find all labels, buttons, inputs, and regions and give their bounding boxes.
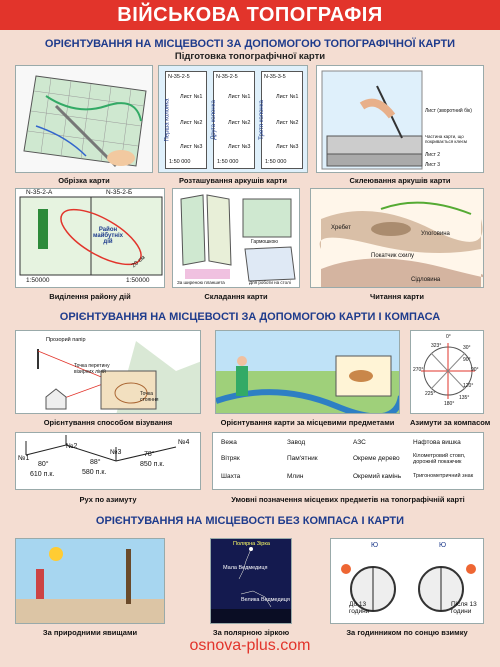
azimuth-value-9: 120° bbox=[463, 383, 474, 389]
route-panel bbox=[15, 432, 201, 490]
glue-sheets-illustration bbox=[316, 65, 484, 173]
column-1-sheet-1: Лист №1 bbox=[180, 94, 203, 100]
column-3-sheet-3: Лист №3 bbox=[276, 144, 299, 150]
title-banner bbox=[0, 0, 500, 30]
azimuth-value-2: 0° bbox=[446, 334, 451, 340]
fold-label-1: Гармошкою bbox=[251, 239, 278, 245]
route-point-3: №3 bbox=[110, 449, 122, 456]
star-label-polaris: Полярна Зірка bbox=[233, 541, 270, 547]
caption-sighting: Орієнтування способом візування bbox=[43, 418, 173, 427]
caption-trim: Обрізка карти bbox=[58, 176, 110, 185]
column-2-name: Друга колонка bbox=[210, 100, 217, 140]
star-map-drawing bbox=[211, 539, 292, 624]
area-distance: 20 см bbox=[130, 254, 147, 270]
action-area-panel bbox=[15, 188, 165, 288]
sighting-label-intersection: Точка перетину візирних ліній bbox=[74, 363, 110, 375]
clock-label-after: Після 13 години bbox=[451, 601, 477, 615]
column-2-sheet-3: Лист №3 bbox=[228, 144, 251, 150]
column-1-code: N-35-2-5 bbox=[168, 74, 190, 80]
caption-area: Виділення району дій bbox=[49, 292, 131, 301]
caption-objects: Орієнтування карти за місцевими предметами bbox=[220, 418, 395, 427]
column-2 bbox=[210, 71, 255, 169]
area-scale-2: 1:50000 bbox=[126, 277, 150, 284]
sheet-layout-panel bbox=[158, 65, 308, 173]
read-label-ridge: Хребет bbox=[331, 225, 351, 231]
area-scale-1: 1:50000 bbox=[26, 277, 50, 284]
column-1-scale: 1:50 000 bbox=[169, 159, 191, 165]
clock-north-mark-1: Ю bbox=[371, 542, 379, 549]
trim-map-drawing bbox=[16, 66, 153, 173]
column-3 bbox=[258, 71, 303, 169]
azimuth-value-3: 30° bbox=[463, 345, 471, 351]
column-1-sheet-3: Лист №3 bbox=[180, 144, 203, 150]
caption-fold: Складання карти bbox=[204, 292, 268, 301]
trim-map-illustration bbox=[15, 65, 153, 173]
sighting-label-paper: Прозорий папір bbox=[46, 337, 86, 343]
objects-orientation-panel bbox=[215, 330, 400, 414]
glue-label-2: Частина карти, що покривається клеєм bbox=[425, 134, 467, 144]
sighting-label-standpoint: Точка стояння bbox=[140, 391, 159, 403]
area-label: Район майбутніх дій bbox=[93, 227, 123, 245]
azimuth-value-10: 135° bbox=[459, 395, 470, 401]
glue-label-3: Лист 2 bbox=[425, 152, 441, 158]
column-3-sheet-2: Лист №2 bbox=[276, 120, 299, 126]
read-label-saddle: Сідловина bbox=[411, 277, 441, 283]
glue-drawing bbox=[317, 66, 484, 173]
footer-url[interactable]: osnova-plus.com bbox=[189, 637, 311, 654]
objects-drawing bbox=[216, 331, 400, 414]
star-label-ursa-minor: Мала Ведмедиця bbox=[223, 565, 268, 571]
symbol-gas-station: АЗС bbox=[353, 439, 366, 446]
clock-north-mark-2: Ю bbox=[439, 542, 447, 549]
north-star-panel bbox=[210, 538, 292, 624]
section2-title: ОРІЄНТУВАННЯ НА МІСЦЕВОСТІ ЗА ДОПОМОГОЮ КАРТИ І КОМПАСА bbox=[59, 311, 441, 323]
column-2-sheet-1: Лист №1 bbox=[228, 94, 251, 100]
column-2-scale: 1:50 000 bbox=[217, 159, 239, 165]
page-title: ВІЙСЬКОВА ТОПОГРАФІЯ bbox=[117, 3, 383, 26]
nature-drawing bbox=[16, 539, 165, 624]
symbol-km-post: Кілометровий стовп, дорожній покажчик bbox=[413, 453, 466, 465]
section1-subtitle: Підготовка топографічної карти bbox=[174, 51, 326, 62]
caption-clock: За годинником по сонцю взимку bbox=[346, 628, 468, 637]
caption-route: Рух по азимуту bbox=[79, 495, 137, 504]
glue-label-4: Лист 3 bbox=[425, 162, 441, 168]
star-label-ursa-major: Велика Ведмедиця bbox=[241, 597, 290, 603]
symbol-trig-point: Тригонометричний знак bbox=[413, 473, 474, 479]
symbol-lone-stone: Окремий камінь bbox=[353, 473, 402, 480]
fold-map-panel bbox=[172, 188, 300, 288]
column-1-name: Перша колонка bbox=[164, 98, 171, 142]
fold-label-2: За ширеною планшета bbox=[177, 280, 225, 285]
caption-star: За полярною зіркою bbox=[212, 628, 290, 637]
caption-read: Читання карти bbox=[370, 292, 424, 301]
caption-azimuth: Азимути за компасом bbox=[410, 418, 491, 427]
caption-nature: За природними явищами bbox=[42, 628, 138, 637]
azimuth-value-5: 90° bbox=[471, 367, 479, 373]
route-distance-2: 580 п.к. bbox=[82, 469, 107, 476]
symbol-oil-rig: Нафтова вишка bbox=[413, 439, 461, 446]
area-code-2: N-35-2-Б bbox=[106, 189, 133, 196]
symbol-tower: Вежа bbox=[221, 439, 237, 446]
sighting-panel bbox=[15, 330, 201, 414]
column-3-scale: 1:50 000 bbox=[265, 159, 287, 165]
column-3-sheet-1: Лист №1 bbox=[276, 94, 299, 100]
fold-drawing bbox=[173, 189, 300, 288]
clock-label-before: До 13 години bbox=[349, 601, 370, 615]
route-azimuth-3: 78° bbox=[144, 451, 155, 458]
symbol-mine: Шахта bbox=[221, 473, 241, 480]
fold-label-3: Для роботи на столі bbox=[249, 280, 291, 285]
route-point-1: №1 bbox=[18, 455, 30, 462]
read-drawing bbox=[311, 189, 484, 288]
azimuth-value-4: 270° bbox=[413, 367, 424, 373]
column-1-sheet-2: Лист №2 bbox=[180, 120, 203, 126]
glue-label-1: Лист (зворотний бік) bbox=[425, 108, 472, 114]
azimuth-value-1: 323° bbox=[431, 343, 442, 349]
nature-panel bbox=[15, 538, 165, 624]
column-3-name: Третя колонка bbox=[258, 100, 265, 140]
caption-glue: Склеювання аркушів карти bbox=[349, 176, 451, 185]
read-label-slope: Покатчик схилу bbox=[371, 253, 414, 259]
read-map-panel bbox=[310, 188, 484, 288]
column-2-sheet-2: Лист №2 bbox=[228, 120, 251, 126]
map-symbols-panel bbox=[212, 432, 484, 490]
area-code-1: N-35-2-А bbox=[26, 189, 53, 196]
caption-layout: Розташування аркушів карти bbox=[179, 176, 287, 185]
route-point-2: №2 bbox=[66, 443, 78, 450]
route-azimuth-1: 80° bbox=[38, 461, 49, 468]
symbol-windmill: Вітряк bbox=[221, 455, 240, 462]
azimuth-compass-panel bbox=[410, 330, 484, 414]
read-label-valley: Улоговина bbox=[421, 231, 450, 237]
caption-symbols: Умовні позначення місцевих предметів на топографічній карті bbox=[231, 495, 465, 504]
route-azimuth-2: 88° bbox=[90, 459, 101, 466]
section1-title: ОРІЄНТУВАННЯ НА МІСЦЕВОСТІ ЗА ДОПОМОГОЮ ТОПОГРАФІЧНОЇ КАРТИ bbox=[44, 38, 456, 50]
azimuth-value-6: 180° bbox=[444, 401, 455, 407]
symbol-lone-tree: Окреме дерево bbox=[353, 455, 400, 462]
symbol-monument: Пам'ятник bbox=[287, 455, 318, 462]
symbol-mill: Млин bbox=[287, 473, 304, 480]
azimuth-value-7: 225° bbox=[425, 391, 436, 397]
column-1 bbox=[165, 71, 207, 169]
column-2-code: N-35-2-5 bbox=[216, 74, 238, 80]
route-point-4: №4 bbox=[178, 439, 190, 446]
symbol-factory: Завод bbox=[287, 439, 306, 446]
column-3-code: N-35-3-5 bbox=[264, 74, 286, 80]
route-distance-3: 850 п.к. bbox=[140, 461, 165, 468]
route-distance-1: 610 п.к. bbox=[30, 471, 55, 478]
section3-title: ОРІЄНТУВАННЯ НА МІСЦЕВОСТІ БЕЗ КОМПАСА І КАРТИ bbox=[95, 515, 405, 527]
clock-panel bbox=[330, 538, 484, 624]
azimuth-value-8: 90° bbox=[463, 357, 471, 363]
